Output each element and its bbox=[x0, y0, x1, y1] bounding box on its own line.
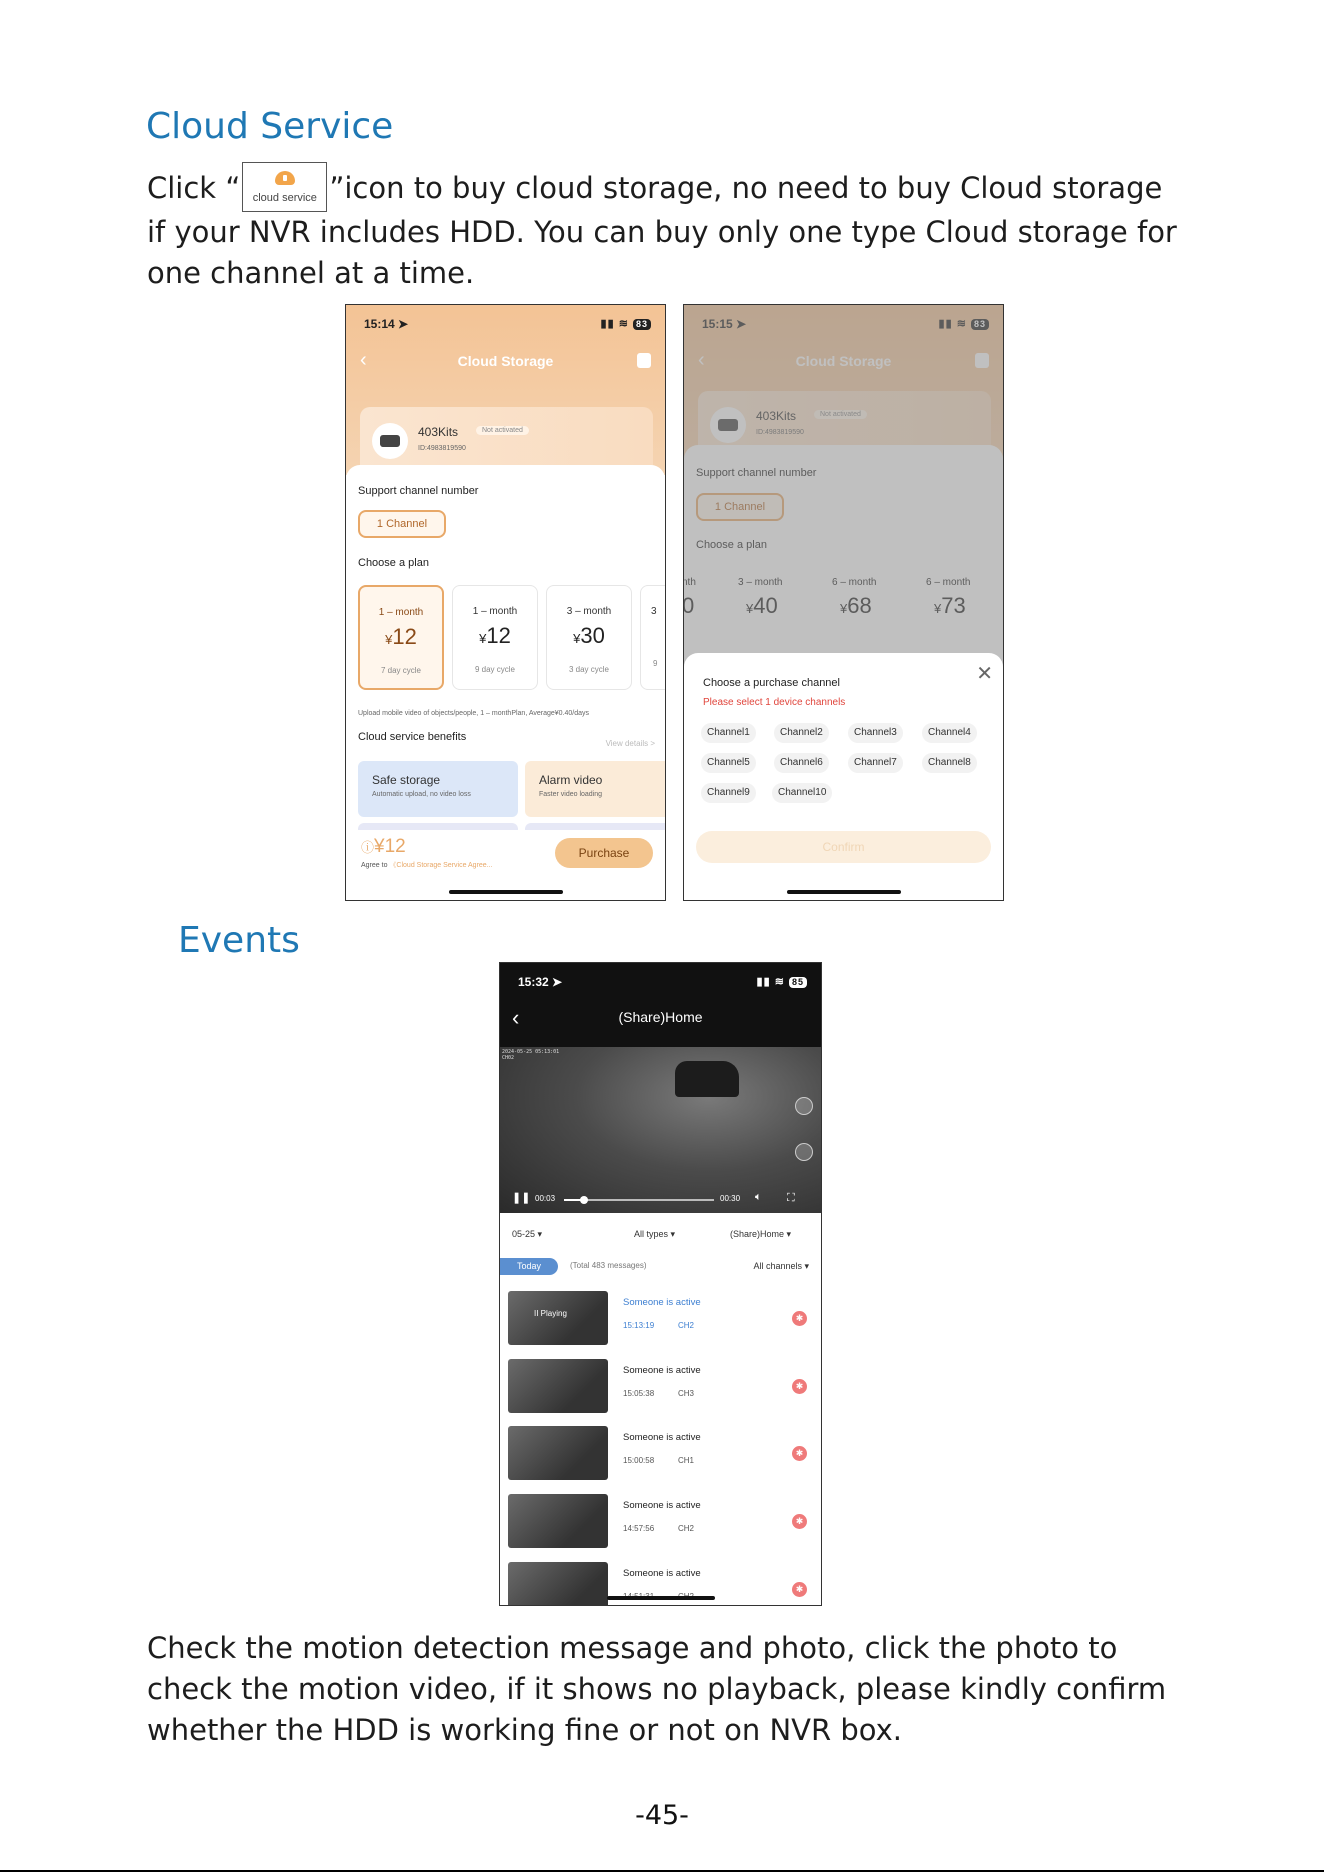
event-title: Someone is active bbox=[623, 1500, 701, 1511]
plan-price: ¥12 bbox=[385, 624, 417, 649]
device-filter[interactable]: (Share)Home ▾ bbox=[730, 1229, 792, 1239]
intro-before: Click “ bbox=[147, 171, 241, 205]
cloud-upload-icon bbox=[275, 171, 295, 185]
plan-card[interactable] bbox=[546, 585, 632, 690]
channel-chip[interactable]: Channel7 bbox=[848, 753, 903, 773]
event-title: Someone is active bbox=[623, 1365, 701, 1376]
events-heading: Events bbox=[178, 920, 300, 961]
event-thumbnail[interactable] bbox=[508, 1359, 608, 1413]
total-messages: (Total 483 messages) bbox=[570, 1261, 647, 1270]
screenshot-cloud-storage bbox=[345, 304, 666, 901]
cloud-service-icon bbox=[242, 162, 327, 212]
benefit-subtitle: Faster video loading bbox=[539, 791, 603, 798]
motion-person-icon: ✱ bbox=[792, 1514, 807, 1529]
support-channel-label: Support channel number bbox=[358, 485, 479, 497]
event-channel: CH3 bbox=[678, 1389, 695, 1398]
plan-cycle: 7 day cycle bbox=[380, 666, 422, 675]
channel-chip[interactable]: Channel6 bbox=[774, 753, 829, 773]
choose-plan-label: Choose a plan bbox=[358, 557, 429, 569]
tab-today[interactable]: Today bbox=[500, 1258, 558, 1275]
plan-card[interactable] bbox=[640, 585, 666, 690]
events-description: Check the motion detection message and photo, click the photo to check the motion video, if it shows no playback, please kindly confirm whether the HDD is working fine or not on NVR box. bbox=[147, 1631, 1167, 1747]
event-thumbnail[interactable] bbox=[508, 1562, 608, 1606]
total-price: ⓘ¥12 bbox=[361, 836, 406, 857]
motion-person-icon: ✱ bbox=[792, 1311, 807, 1326]
cloud-service-intro bbox=[147, 162, 1187, 294]
channel-chip[interactable]: Channel3 bbox=[848, 723, 903, 743]
snapshot-camera-icon[interactable] bbox=[795, 1097, 813, 1115]
channel-filter[interactable]: All channels ▾ bbox=[753, 1261, 809, 1271]
event-time: 14:57:56 bbox=[623, 1524, 655, 1533]
channel-chip[interactable]: Channel5 bbox=[701, 753, 756, 773]
home-indicator bbox=[607, 1596, 715, 1600]
video-player[interactable] bbox=[500, 1047, 821, 1213]
event-time: 15:00:58 bbox=[623, 1456, 655, 1465]
order-list-icon[interactable] bbox=[637, 353, 651, 368]
time-total: 00:30 bbox=[720, 1194, 741, 1203]
cloud-service-icon-label: cloud service bbox=[252, 192, 317, 204]
home-indicator bbox=[449, 890, 563, 894]
benefit-card bbox=[525, 761, 666, 817]
benefits-label: Cloud service benefits bbox=[358, 731, 467, 743]
event-thumbnail[interactable] bbox=[508, 1426, 608, 1480]
motion-person-icon: ✱ bbox=[792, 1446, 807, 1461]
pause-icon[interactable]: ❚❚ bbox=[512, 1192, 531, 1204]
plan-card[interactable] bbox=[358, 585, 444, 690]
plan-duration: 1 – month bbox=[378, 607, 424, 618]
page-title: Cloud Storage bbox=[457, 353, 554, 369]
motion-person-icon: ✱ bbox=[792, 1582, 807, 1597]
plan-price: ¥30 bbox=[573, 623, 605, 648]
plan-cycle: 9 day cycle bbox=[474, 665, 516, 674]
cloud-service-heading: Cloud Service bbox=[146, 106, 394, 147]
event-title: Someone is active bbox=[623, 1297, 701, 1308]
event-thumbnail[interactable] bbox=[508, 1291, 608, 1345]
plan-card[interactable] bbox=[452, 585, 538, 690]
event-list-item[interactable] bbox=[508, 1494, 813, 1548]
channel-chip[interactable]: Channel10 bbox=[772, 783, 832, 803]
plan-duration: 3 bbox=[651, 606, 657, 617]
status-time: 15:32 ➤ bbox=[518, 975, 563, 989]
purchase-button[interactable]: Purchase bbox=[555, 838, 653, 868]
status-bar bbox=[500, 963, 821, 997]
video-frame-car bbox=[675, 1061, 739, 1097]
event-channel: CH1 bbox=[678, 1456, 695, 1465]
record-video-icon[interactable] bbox=[795, 1143, 813, 1161]
battery-icon: 85 bbox=[789, 977, 807, 988]
plan-note: Upload mobile video of objects/people, 1 – monthPlan, Average¥0.40/days bbox=[358, 710, 590, 717]
status-badge: Not activated bbox=[476, 426, 529, 435]
status-bar bbox=[346, 305, 665, 339]
intro-after: ”icon to buy cloud storage, no need to buy Cloud storage if your NVR includes HDD. You can buy only one type Cloud storage for one channel at a time. bbox=[147, 171, 1177, 290]
plan-cycle: 9 bbox=[653, 659, 658, 668]
page-title: (Share)Home bbox=[618, 1009, 703, 1025]
status-time: 15:14 ➤ bbox=[364, 317, 409, 331]
video-timestamp: 2024-05-25 05:13:01 CH02 bbox=[502, 1049, 560, 1061]
benefit-title: Alarm video bbox=[539, 773, 603, 787]
status-icons: ▮▮ ≋ 83 bbox=[601, 317, 651, 330]
status-icons: ▮▮ ≋ 85 bbox=[757, 975, 807, 988]
popup-title: Choose a purchase channel bbox=[703, 677, 840, 689]
fullscreen-icon[interactable]: ⛶ bbox=[787, 1192, 795, 1204]
benefit-subtitle: Automatic upload, no video loss bbox=[372, 791, 471, 798]
filter-bar bbox=[500, 1221, 821, 1249]
device-name: 403Kits bbox=[418, 425, 459, 439]
popup-warning: Please select 1 device channels bbox=[703, 697, 846, 708]
camera-icon bbox=[372, 423, 408, 459]
playing-label: II Playing bbox=[534, 1309, 567, 1318]
playback-controls bbox=[500, 1191, 821, 1209]
progress-knob[interactable] bbox=[580, 1196, 588, 1204]
plan-duration: 1 – month bbox=[472, 606, 518, 617]
event-time: 15:13:19 bbox=[623, 1321, 655, 1330]
event-time: 15:05:38 bbox=[623, 1389, 655, 1398]
channel-chip[interactable]: Channel1 bbox=[701, 723, 756, 743]
channel-chip[interactable]: Channel4 bbox=[922, 723, 977, 743]
device-id: ID:4983819590 bbox=[418, 445, 466, 452]
date-filter[interactable]: 05-25 ▾ bbox=[512, 1229, 543, 1239]
event-channel: CH2 bbox=[678, 1524, 695, 1533]
event-thumbnail[interactable] bbox=[508, 1494, 608, 1548]
plan-cycle: 3 day cycle bbox=[568, 665, 610, 674]
event-list-item[interactable] bbox=[508, 1291, 813, 1345]
plan-price: ¥12 bbox=[479, 623, 511, 648]
confirm-button[interactable]: Confirm bbox=[696, 831, 991, 863]
benefit-card bbox=[358, 761, 518, 817]
view-details-link[interactable]: View details > bbox=[605, 739, 655, 748]
page-number: -45- bbox=[635, 1800, 689, 1831]
purchase-channel-popup bbox=[684, 653, 1003, 900]
event-list-item[interactable] bbox=[508, 1359, 813, 1413]
event-channel: CH2 bbox=[678, 1321, 695, 1330]
home-indicator bbox=[787, 890, 901, 894]
time-elapsed: 00:03 bbox=[535, 1194, 556, 1203]
help-icon[interactable]: ⓘ bbox=[361, 840, 375, 855]
event-title: Someone is active bbox=[623, 1432, 701, 1443]
event-title: Someone is active bbox=[623, 1568, 701, 1579]
screenshot-events bbox=[499, 962, 822, 1606]
channel-chip[interactable]: Channel8 bbox=[922, 753, 977, 773]
agreement-text: Agree to 《Cloud Storage Service Agree... bbox=[361, 862, 493, 869]
channel-chip[interactable]: Channel2 bbox=[774, 723, 829, 743]
back-chevron-icon[interactable]: ‹ bbox=[512, 1005, 520, 1030]
plan-duration: 3 – month bbox=[566, 606, 612, 617]
channel-count-button[interactable]: 1 Channel bbox=[358, 510, 446, 538]
type-filter[interactable]: All types ▾ bbox=[634, 1229, 676, 1239]
close-icon[interactable]: ✕ bbox=[976, 663, 993, 685]
event-list-item[interactable] bbox=[508, 1426, 813, 1480]
motion-person-icon: ✱ bbox=[792, 1379, 807, 1394]
back-chevron-icon[interactable]: ‹ bbox=[360, 349, 367, 371]
battery-icon: 83 bbox=[633, 319, 651, 330]
agreement-link[interactable]: 《Cloud Storage Service Agree... bbox=[389, 862, 493, 869]
channel-chip[interactable]: Channel9 bbox=[701, 783, 756, 803]
benefit-title: Safe storage bbox=[372, 773, 441, 787]
screenshot-choose-channel bbox=[683, 304, 1004, 901]
volume-icon[interactable]: 🔈︎ bbox=[755, 1191, 762, 1203]
